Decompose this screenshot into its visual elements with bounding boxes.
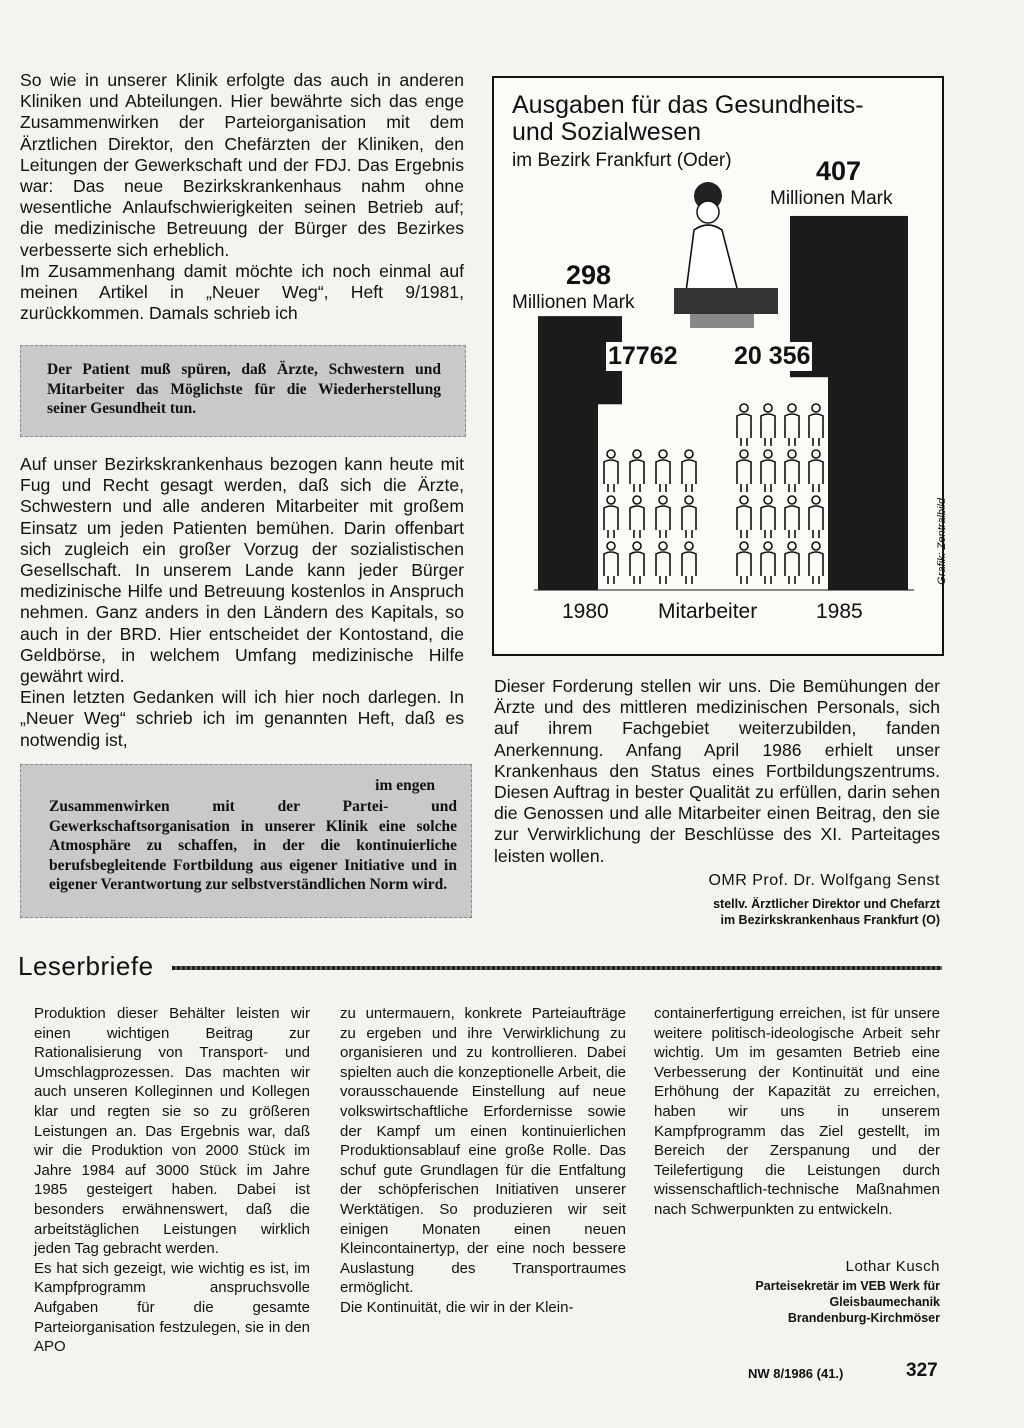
workers-label-1985: 20 356 xyxy=(734,342,811,370)
letter-author-name: Lothar Kusch xyxy=(845,1258,940,1275)
x-axis-label: Mitarbeiter xyxy=(658,600,758,623)
section-heading: Leserbriefe xyxy=(18,951,154,981)
x-tick-1985: 1985 xyxy=(816,600,863,623)
letter-author-role-line-3: Brandenburg-Kirchmöser xyxy=(787,1311,940,1325)
paragraph-1: So wie in unserer Klinik erfolgte das auch in anderen Kliniken und Abteilungen. Hier bewährte sich das enge Zusammenwirken der Parteiorganisation mit dem Ärztlichen Direktor, den Chefärzten der Kliniken, den Leitungen der Gewerkschaft und der FDJ. Das Ergebnis war: Das neue Bezirkskrankenhaus nahm ohne wesentliche Anlaufschwierigkeiten seinen Betrieb auf; die medizinische Betreuung der Bürger des Bezirkes verbesserte sich erheblich. xyxy=(20,70,464,260)
letter-col1-para-1: Produktion dieser Behälter leisten wir einen wichtigen Beitrag zur Rationalisierung von Transport- und Umschlagprozessen. Das machten wir auch unseren Kolleginnen und Kollegen klar und regten sie so zu größeren Leistungen an. Das Ergebnis war, daß wir die Produktion von 2000 Stück im Jahre 1984 auf 3000 Stück im Jahre 1985 gesteigert haben. Dabei ist besonders erwähnenswert, daß die arbeitstäglichen Leistungen wirklich jeden Tag gebracht werden. xyxy=(34,1005,310,1258)
letter-col2-para-1: zu untermauern, konkrete Parteiaufträge zu ergeben und ihre Verwirklichung zu organisieren und zu kontrollieren. Dabei spielten auch die konzeptionelle Arbeit, die vorausschauende Einstellung auf neue volkswirtschaftliche Erfordernisse sowie der Kampf um einen kontinuierlichen Produktionsablauf eine große Rolle. Das schuf gute Grundlagen für die Entfaltung der schöpferischen Initiativen unserer Werktätigen. So produzieren wir seit einigen Monaten einen neuen Kleincontainertyp, der eine noch bessere Auslastung des Transportraumes ermöglicht. xyxy=(340,1005,626,1297)
letter-author-role-line-2: Gleisbaumechanik xyxy=(829,1295,940,1309)
letter-col1-para-2: Es hat sich gezeigt, wie wichtig es ist, im Kampfprogramm anspruchsvolle Aufgaben für die gesamte Parteiorganisation festzulegen, sie in den APO xyxy=(34,1259,310,1356)
bar-value-label-1980: 298 xyxy=(566,260,612,290)
quote-2-lead: im engen xyxy=(375,777,435,794)
article-left-column-2 xyxy=(20,454,464,751)
letter-col2-para-2: Die Kontinuität, die wir in der Klein- xyxy=(340,1298,574,1316)
letter-column-2 xyxy=(340,1004,626,1318)
article-left-column xyxy=(20,70,464,324)
section-rule xyxy=(172,966,942,970)
workers-label-1980: 17762 xyxy=(608,342,678,370)
author-role-line-1: stellv. Ärztlicher Direktor und Chefarzt xyxy=(713,897,940,911)
bar-value-label-1985: 407 xyxy=(816,156,862,186)
paragraph-4: Einen letzten Gedanken will ich hier noch darlegen. In „Neuer Weg“ schrieb ich im genannten Heft, daß es notwendig ist, xyxy=(20,687,464,750)
author-role-line-2: im Bezirkskrankenhaus Frankfurt (O) xyxy=(720,913,940,927)
chart-graphic xyxy=(494,78,942,654)
x-tick-1980: 1980 xyxy=(562,600,609,623)
nurse-illustration xyxy=(674,182,778,328)
chart-subtitle: im Bezirk Frankfurt (Oder) xyxy=(512,150,732,171)
bar-unit-label-1985: Millionen Mark xyxy=(770,188,893,209)
chart-credit: Grafik: Zentralbild xyxy=(936,498,948,585)
paragraph-5: Dieser Forderung stellen wir uns. Die Bemühungen der Ärzte und des mittleren medizinischen Personals, sich auf ihrem Fachgebiet weiterzubilden, fanden Anerkennung. Anfang April 1986 erhielt unser Krankenhaus den Status eines Fortbildungszentrums. Diesen Auftrag in bester Qualität zu erfüllen, darin sehen die Genossen und alle Mitarbeiter einen Beitrag, den sie zur Verwirklichung der Beschlüsse des XI. Parteitages leisten wollen. xyxy=(494,676,940,866)
quote-box-2 xyxy=(20,764,472,918)
chart-title-line-1: Ausgaben für das Gesundheits- xyxy=(512,91,864,119)
expenditure-chart xyxy=(492,76,948,656)
issue-label: NW 8/1986 (41.) xyxy=(748,1366,844,1381)
letter-col3-para-1: containerfertigung erreichen, ist für unsere weitere politisch-ideologische Arbeit sehr wichtig. Um im gesamten Betrieb eine Verbesserung der Kontinuität und eine Erhöhung der Kapazität zu erreichen, haben wir uns in unserem Kampfprogramm das Ziel gestellt, im Bereich der Zerspanung und der Teilefertigung die Leistungen durch wissenschaftlich-technische Maßnahmen nach Schwerpunkten zu entwickeln. xyxy=(654,1005,940,1218)
quote-1-text: Der Patient muß spüren, daß Ärzte, Schwestern und Mitarbeiter das Möglichste für die Wiederherstellung seiner Gesundheit tun. xyxy=(47,361,441,417)
bar-unit-label-1980: Millionen Mark xyxy=(512,292,635,313)
letter-column-1 xyxy=(34,1004,310,1357)
author-name: OMR Prof. Dr. Wolfgang Senst xyxy=(708,872,940,889)
quote-box-1 xyxy=(20,345,466,437)
chart-title-line-2: und Sozialwesen xyxy=(512,118,702,146)
letter-author-role xyxy=(755,1278,940,1326)
quote-2-text: Zusammenwirken mit der Partei- und Gewerkschaftsorganisation in unserer Klinik eine solche Atmosphäre zu schaffen, in der die kontinuierliche berufsbegleitende Fortbildung aus eigener Initiative und in eigener Verantwortung zur selbstverständlichen Norm wird. xyxy=(49,798,457,893)
letter-column-3 xyxy=(654,1004,940,1220)
workers-block-1985 xyxy=(732,377,828,590)
article-right-column xyxy=(494,676,940,867)
paragraph-3: Auf unser Bezirkskrankenhaus bezogen kann heute mit Fug und Recht gesagt werden, daß sich die Ärzte, Schwestern und alle anderen Mitarbeiter mit großem Einsatz um jeden Patienten bemühen. Darin offenbart sich zugleich ein großer Vorzug der sozialistischen Gesellschaft. In unserem Lande kann jeder Bürger medizinische Hilfe und Betreuung kostenlos in Anspruch nehmen. Ganz anders in den Ländern des Kapitals, so auch in der BRD. Hier entscheidet der Kontostand, die Geldbörse, in welchem Umfang medizinische Hilfe gewährt wird. xyxy=(20,454,464,687)
letter-author-role-line-1: Parteisekretär im VEB Werk für xyxy=(755,1279,940,1293)
author-role xyxy=(713,896,940,928)
paragraph-2: Im Zusammenhang damit möchte ich noch einmal auf meinen Artikel in „Neuer Weg“, Heft 9/1981, zurückkommen. Damals schrieb ich xyxy=(20,260,464,324)
page-number: 327 xyxy=(906,1360,938,1381)
